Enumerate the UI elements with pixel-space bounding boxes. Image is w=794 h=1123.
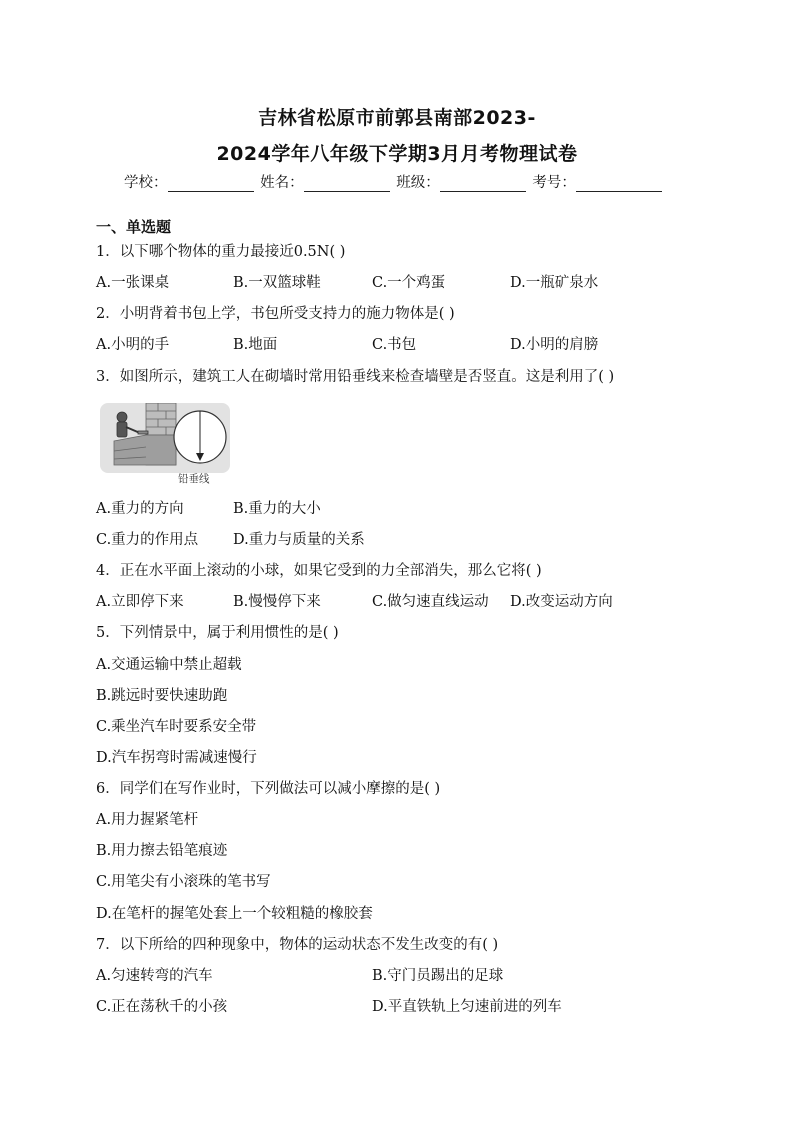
option-b[interactable]: B.一双篮球鞋 xyxy=(233,275,321,291)
option-b[interactable]: B.守门员踢出的足球 xyxy=(372,968,504,984)
exam-title-line-2: 2024学年八年级下学期3月月考物理试卷 xyxy=(216,143,578,165)
option-b[interactable]: B.慢慢停下来 xyxy=(233,594,321,610)
question-1-stem: 1．以下哪个物体的重力最接近0.5N( ) xyxy=(96,244,346,260)
student-info-row xyxy=(124,171,664,192)
name-label: 姓名： xyxy=(260,175,304,191)
option-d[interactable]: D.重力与质量的关系 xyxy=(233,532,365,548)
option-a[interactable]: A.匀速转弯的汽车 xyxy=(96,968,213,984)
option-d[interactable]: D.在笔杆的握笔处套上一个较粗糙的橡胶套 xyxy=(96,906,373,922)
exam-title-line-1: 吉林省松原市前郭县南部2023- xyxy=(258,107,536,129)
section-heading: 一、单选题 xyxy=(96,218,172,236)
option-c[interactable]: C.重力的作用点 xyxy=(96,532,199,548)
option-c[interactable]: C.用笔尖有小滚珠的笔书写 xyxy=(96,874,271,890)
option-a[interactable]: A.用力握紧笔杆 xyxy=(96,812,199,828)
exam-number-blank[interactable] xyxy=(576,177,662,192)
option-d[interactable]: D.汽车拐弯时需减速慢行 xyxy=(96,750,257,766)
option-c[interactable]: C.乘坐汽车时要系安全带 xyxy=(96,719,257,735)
plumb-line-figure xyxy=(100,403,230,485)
option-a[interactable]: A.交通运输中禁止超载 xyxy=(96,657,242,673)
question-4-stem: 4．正在水平面上滚动的小球，如果它受到的力全部消失，那么它将( ) xyxy=(96,563,542,579)
option-a[interactable]: A.立即停下来 xyxy=(96,594,184,610)
exam-number-label: 考号： xyxy=(532,175,576,191)
class-label: 班级： xyxy=(396,175,440,191)
option-d[interactable]: D.改变运动方向 xyxy=(510,594,613,610)
question-5-stem: 5．下列情景中，属于利用惯性的是( ) xyxy=(96,625,339,641)
option-c[interactable]: C.书包 xyxy=(372,337,417,353)
option-b[interactable]: B.跳远时要快速助跑 xyxy=(96,688,228,704)
figure-label: 铅垂线 xyxy=(178,473,210,485)
school-label: 学校： xyxy=(124,175,168,191)
name-blank[interactable] xyxy=(304,177,390,192)
question-6-stem: 6．同学们在写作业时，下列做法可以减小摩擦的是( ) xyxy=(96,781,441,797)
question-7-stem: 7．以下所给的四种现象中，物体的运动状态不发生改变的有( ) xyxy=(96,937,499,953)
question-2-stem: 2．小明背着书包上学，书包所受支持力的施力物体是( ) xyxy=(96,306,455,322)
option-d[interactable]: D.一瓶矿泉水 xyxy=(510,275,599,291)
option-d[interactable]: D.小明的肩膀 xyxy=(510,337,599,353)
question-3-stem: 3．如图所示，建筑工人在砌墙时常用铅垂线来检查墙壁是否竖直。这是利用了( ) xyxy=(96,369,615,385)
option-a[interactable]: A.小明的手 xyxy=(96,337,170,353)
option-a[interactable]: A.重力的方向 xyxy=(96,501,184,517)
option-b[interactable]: B.用力擦去铅笔痕迹 xyxy=(96,843,228,859)
option-c[interactable]: C.正在荡秋千的小孩 xyxy=(96,999,228,1015)
option-c[interactable]: C.一个鸡蛋 xyxy=(372,275,446,291)
option-a[interactable]: A.一张课桌 xyxy=(96,275,170,291)
class-blank[interactable] xyxy=(440,177,526,192)
option-d[interactable]: D.平直铁轨上匀速前进的列车 xyxy=(372,999,562,1015)
option-b[interactable]: B.地面 xyxy=(233,337,278,353)
school-blank[interactable] xyxy=(168,177,254,192)
option-c[interactable]: C.做匀速直线运动 xyxy=(372,594,489,610)
option-b[interactable]: B.重力的大小 xyxy=(233,501,321,517)
magnified-plumb-line xyxy=(174,411,226,463)
